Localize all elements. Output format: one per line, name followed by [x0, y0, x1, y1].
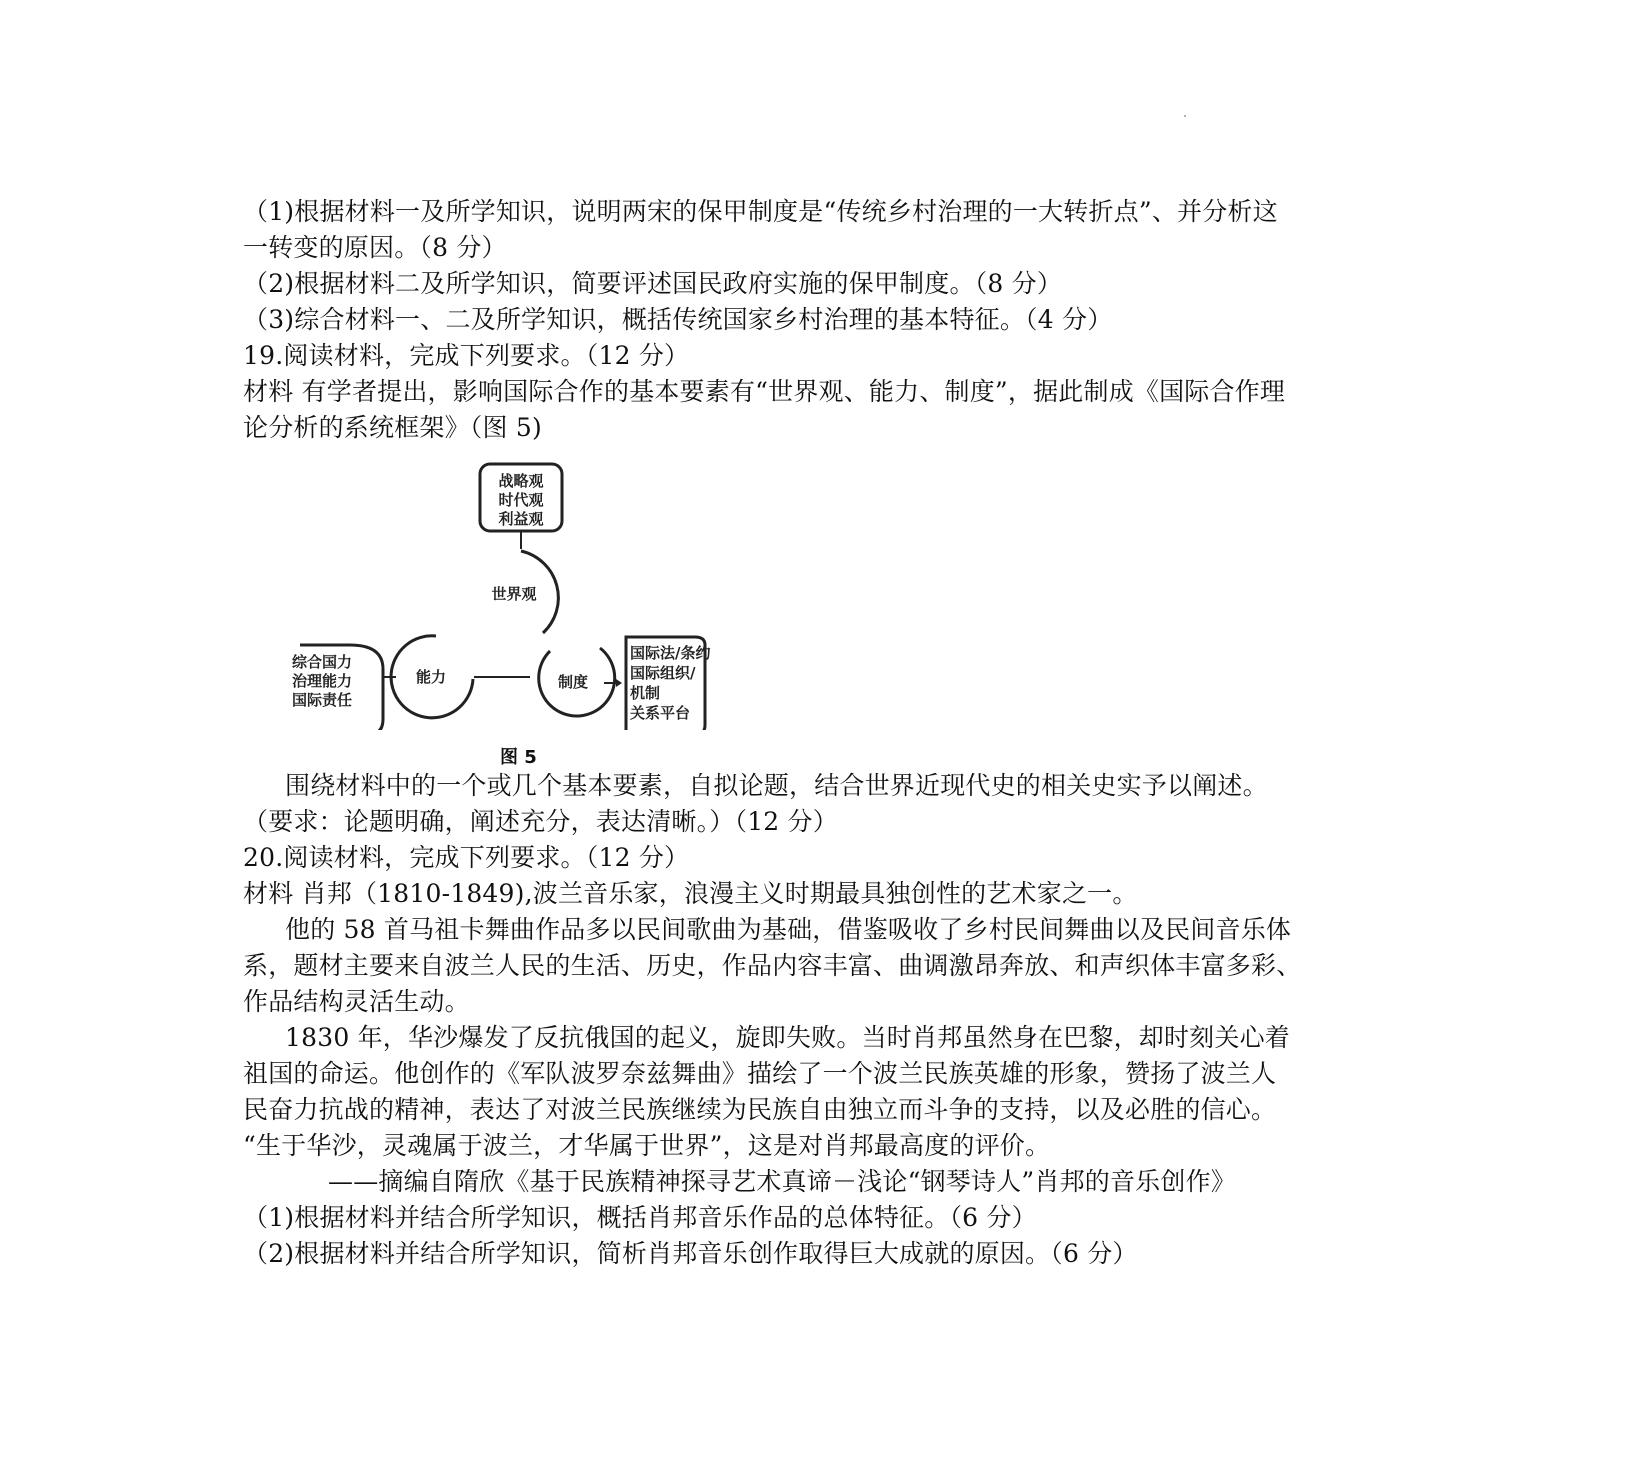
q20-source: ——摘编自隋欣《基于民族精神探寻艺术真谛－浅论“钢琴诗人”肖邦的音乐创作》 [328, 1167, 1236, 1196]
q19-material-line1: 材料 有学者提出，影响国际合作的基本要素有“世界观、能力、制度”，据此制成《国际合作理 [243, 377, 1286, 406]
q20-sub2: （2)根据材料并结合所学知识，简析肖邦音乐创作取得巨大成就的原因。（6 分） [243, 1239, 1138, 1268]
q19-material-line2: 论分析的系统框架》（图 5) [243, 413, 542, 442]
q20-heading: 20.阅读材料，完成下列要求。（12 分） [243, 843, 690, 872]
q20-para1-line3: 作品结构灵活生动。 [243, 987, 470, 1016]
box-top-line1: 战略观 [498, 472, 544, 490]
q19-task-line2: （要求：论题明确，阐述充分，表达清晰。）（12 分） [243, 807, 838, 836]
q18-sub1-line1: （1)根据材料一及所学知识，说明两宋的保甲制度是“传统乡村治理的一大转折点”、并分析这 [243, 197, 1278, 226]
institution-label: 制度 [557, 673, 589, 691]
box-left-line3: 国际责任 [292, 691, 353, 709]
q19-task-line1: 围绕材料中的一个或几个基本要素，自拟论题，结合世界近现代史的相关史实予以阐述。 [285, 771, 1268, 800]
speck [1184, 115, 1186, 117]
worldview-label: 世界观 [491, 585, 537, 603]
box-right-line2: 国际组织/ [630, 664, 696, 682]
box-right-line1: 国际法/条约 [630, 644, 711, 662]
q20-material-intro: 材料 肖邦（1810-1849),波兰音乐家，浪漫主义时期最具独创性的艺术家之一。 [243, 879, 1138, 908]
q20-para2-line3: 民奋力抗战的精神，表达了对波兰民族继续为民族自由独立而斗争的支持，以及必胜的信心。 [243, 1095, 1277, 1124]
box-left-line1: 综合国力 [292, 653, 353, 671]
q19-heading: 19.阅读材料，完成下列要求。（12 分） [243, 341, 690, 370]
q20-para1-line1: 他的 58 首马祖卡舞曲作品多以民间歌曲为基础，借鉴吸收了乡村民间舞曲以及民间音乐体 [285, 915, 1292, 944]
q20-para2-line2: 祖国的命运。他创作的《军队波罗奈兹舞曲》描绘了一个波兰民族英雄的形象，赞扬了波兰人 [243, 1059, 1277, 1088]
box-right-line3: 机制 [630, 684, 661, 702]
box-left-line2: 治理能力 [292, 672, 353, 690]
capability-label: 能力 [415, 668, 447, 686]
q18-sub2: （2)根据材料二及所学知识，简要评述国民政府实施的保甲制度。（8 分） [243, 269, 1063, 298]
figure-caption: 图 5 [500, 747, 537, 768]
q18-sub1-line2: 一转变的原因。（8 分） [243, 233, 507, 262]
q20-sub1: （1)根据材料并结合所学知识，概括肖邦音乐作品的总体特征。（6 分） [243, 1203, 1037, 1232]
q18-sub3: （3)综合材料一、二及所学知识，概括传统国家乡村治理的基本特征。（4 分） [243, 305, 1113, 334]
box-top-line3: 利益观 [498, 510, 544, 528]
box-right-line4: 关系平台 [630, 704, 691, 722]
q20-para2-line4: “生于华沙，灵魂属于波兰，才华属于世界”，这是对肖邦最高度的评价。 [243, 1131, 1051, 1160]
box-top-line2: 时代观 [498, 491, 544, 509]
q20-para1-line2: 系，题材主要来自波兰人民的生活、历史，作品内容丰富、曲调激昂奔放、和声织体丰富多彩、 [243, 951, 1302, 980]
framework-diagram [290, 455, 750, 730]
q20-para2-line1: 1830 年，华沙爆发了反抗俄国的起义，旋即失败。当时肖邦虽然身在巴黎，却时刻关心着 [285, 1023, 1290, 1052]
